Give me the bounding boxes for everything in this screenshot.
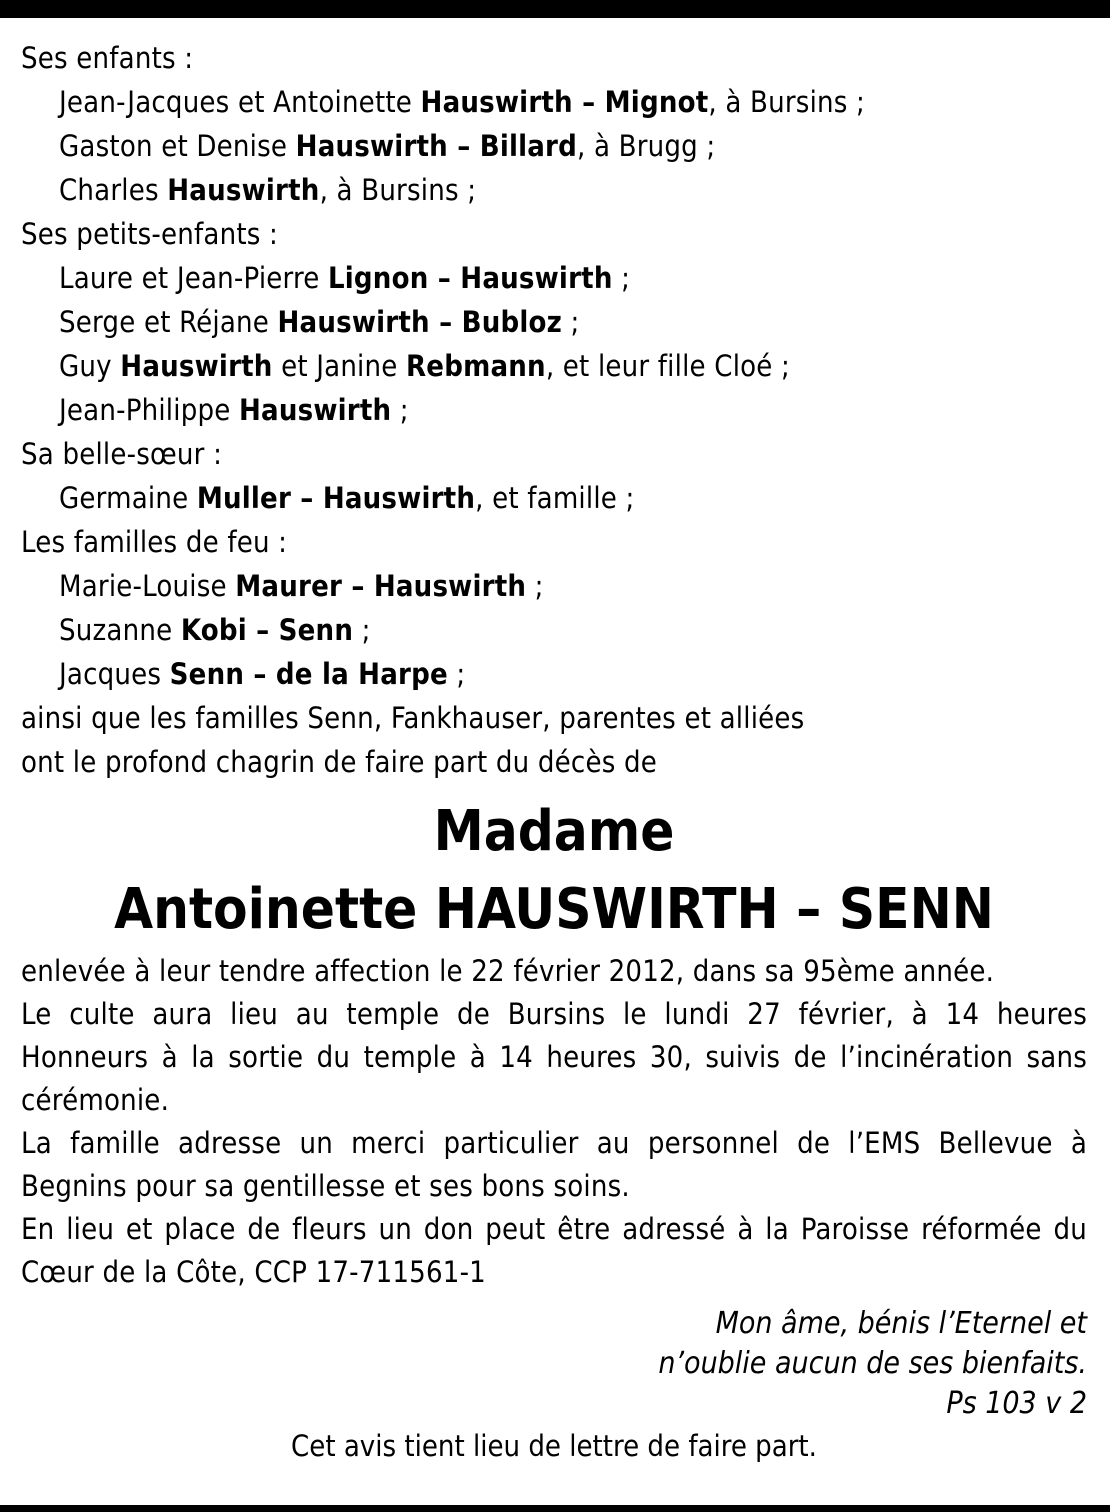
family-name: Senn – de la Harpe: [169, 657, 448, 691]
family-name: Hauswirth: [239, 393, 392, 427]
quote-reference: Ps 103 v 2: [946, 1386, 1087, 1421]
entry-text: Serge et Réjane: [59, 305, 278, 339]
entry-text: , à Bursins ;: [319, 173, 477, 207]
entry-text: Laure et Jean-Pierre: [59, 261, 328, 295]
top-border-rule: [0, 0, 1110, 18]
entry-text: et Janine: [272, 349, 406, 383]
quote-line: n’oublie aucun de ses bienfaits.: [658, 1346, 1087, 1381]
death-notice: [21, 36, 1087, 1468]
family-name: Hauswirth: [120, 349, 273, 383]
family-name: Maurer – Hauswirth: [235, 569, 527, 603]
entry-text: , et famille ;: [475, 481, 635, 515]
entry-text: ;: [612, 261, 631, 295]
family-name: Hauswirth – Bubloz: [277, 305, 562, 339]
entry-text: ;: [526, 569, 544, 603]
family-name: Rebmann: [406, 349, 546, 383]
family-name: Lignon – Hauswirth: [327, 261, 613, 295]
closing-note: Cet avis tient lieu de lettre de faire part.: [291, 1429, 817, 1463]
family-name: Hauswirth – Billard: [295, 129, 577, 163]
entry-text: Jean-Jacques et Antoinette: [59, 85, 421, 119]
scripture-quote: [21, 1304, 1087, 1424]
paragraph-passing: enlevée à leur tendre affection le 22 février 2012, dans sa 95ème année.: [21, 954, 995, 988]
deceased-name: Antoinette HAUSWIRTH – SENN: [114, 877, 994, 942]
entry-text: Guy: [59, 349, 121, 383]
paragraph-thanks: La famille adresse un merci particulier au personnel de l’EMS Bellevue à Begnins pour sa gentillesse et ses bons soins.: [21, 1126, 1087, 1203]
paragraph-service: Le culte aura lieu au temple de Bursins le lundi 27 février, à 14 heures Honneurs à la sortie du temple à 14 heures 30, suivis de l’incinération sans cérémonie.: [21, 997, 1087, 1117]
family-member: [21, 256, 1087, 300]
deceased-honorific: Madame: [433, 799, 675, 864]
entry-text: Marie-Louise: [59, 569, 236, 603]
entry-text: Jacques: [59, 657, 170, 691]
entry-text: Charles: [59, 173, 168, 207]
family-member: [21, 564, 1087, 608]
paragraph-donation: En lieu et place de fleurs un don peut être adressé à la Paroisse réformée du Cœur de la Côte, CCP 17-711561-1: [21, 1212, 1087, 1289]
family-member: [21, 388, 1087, 432]
family-member: [21, 168, 1087, 212]
section-heading: Ses enfants :: [21, 41, 194, 75]
entry-text: Suzanne: [59, 613, 181, 647]
entry-text: Gaston et Denise: [59, 129, 296, 163]
family-name: Hauswirth: [167, 173, 320, 207]
entry-text: ;: [562, 305, 580, 339]
entry-text: , et leur fille Cloé ;: [545, 349, 791, 383]
family-member: [21, 80, 1087, 124]
family-member: [21, 476, 1087, 520]
entry-text: , à Brugg ;: [577, 129, 716, 163]
entry-text: ;: [391, 393, 409, 427]
section-heading: Sa belle-sœur :: [21, 437, 223, 471]
intro-line: ont le profond chagrin de faire part du décès de: [21, 745, 658, 779]
section-heading: Les familles de feu :: [21, 525, 288, 559]
entry-text: Jean-Philippe: [59, 393, 239, 427]
family-member: [21, 652, 1087, 696]
quote-line: Mon âme, bénis l’Eternel et: [715, 1306, 1087, 1341]
family-name: Muller – Hauswirth: [196, 481, 476, 515]
family-name: Kobi – Senn: [180, 613, 354, 647]
family-member: [21, 344, 1087, 388]
family-member: [21, 300, 1087, 344]
family-name: Hauswirth – Mignot: [420, 85, 709, 119]
entry-text: Germaine: [59, 481, 197, 515]
section-heading: Ses petits-enfants :: [21, 217, 279, 251]
family-member: [21, 124, 1087, 168]
intro-line: ainsi que les familles Senn, Fankhauser, parentes et alliées: [21, 701, 805, 735]
family-list: [21, 36, 1087, 696]
family-member: [21, 608, 1087, 652]
bottom-border-rule: [0, 1505, 1110, 1512]
entry-text: , à Bursins ;: [708, 85, 866, 119]
entry-text: ;: [353, 613, 371, 647]
entry-text: ;: [447, 657, 466, 691]
